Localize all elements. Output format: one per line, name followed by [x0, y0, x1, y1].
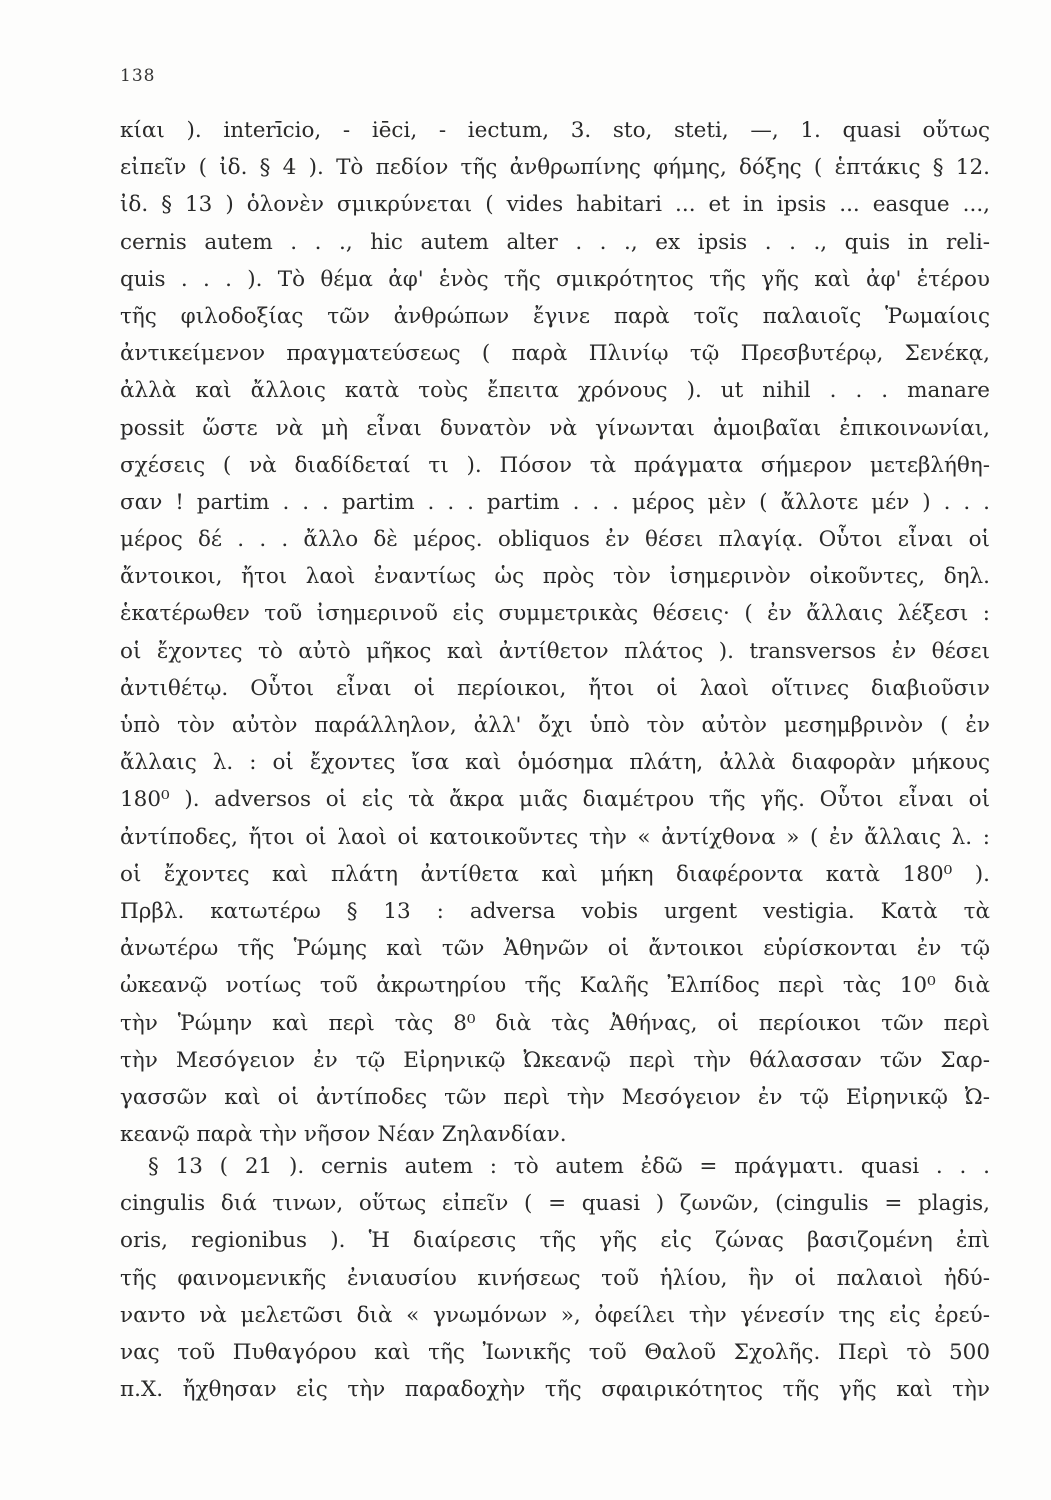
- text-line: oris, regionibus ). Ἡ διαίρεσις τῆς γῆς εἰς ζώνας βασιζομένη ἐπὶ: [120, 1228, 990, 1254]
- text-line: σχέσεις ( νὰ διαδίδεταί τι ). Πόσον τὰ πράγματα σήμερον μετεβλήθη-: [120, 452, 990, 478]
- text-line: νας τοῦ Πυθαγόρου καὶ τῆς Ἰωνικῆς τοῦ Θαλοῦ Σχολῆς. Περὶ τὸ 500: [120, 1339, 990, 1365]
- text-line: ἰδ. § 13 ) ὁλονὲν σμικρύνεται ( vides habitari ... et in ipsis ... easque ...,: [120, 192, 990, 218]
- text-line: π.Χ. ἤχθησαν εἰς τὴν παραδοχὴν τῆς σφαιρικότητος τῆς γῆς καὶ τὴν: [120, 1377, 990, 1403]
- text-line: ἄλλαις λ. : οἱ ἔχοντες ἴσα καὶ ὁμόσημα πλάτη, ἀλλὰ διαφορὰν μήκους: [120, 750, 990, 776]
- text-line: κεανῷ παρὰ τὴν νῆσον Νέαν Ζηλανδίαν.: [120, 1122, 567, 1148]
- text-line: possit ὥστε νὰ μὴ εἶναι δυνατὸν νὰ γίνωνται ἀμοιβαῖαι ἐπικοινωνίαι,: [120, 415, 990, 441]
- text-line: οἱ ἔχοντες καὶ πλάτη ἀντίθετα καὶ μήκη διαφέροντα κατὰ 180⁰ ).: [120, 861, 990, 887]
- text-line: κίαι ). interīcio, - iēci, - iectum, 3. sto, steti, —, 1. quasi οὕτως: [120, 118, 990, 143]
- text-line: ἀντίποδες, ἤτοι οἱ λαοὶ οἱ κατοικοῦντες τὴν « ἀντίχθονα » ( ἐν ἄλλαις λ. :: [120, 824, 990, 850]
- text-line: μέρος δέ . . . ἄλλο δὲ μέρος. obliquos ἐν θέσει πλαγίᾳ. Οὗτοι εἶναι οἱ: [120, 527, 990, 553]
- commentary-paragraph: [120, 112, 990, 1153]
- text-line: ἑκατέρωθεν τοῦ ἰσημερινοῦ εἰς συμμετρικὰς θέσεις· ( ἐν ἄλλαις λέξεσι :: [120, 601, 990, 627]
- text-line: ὑπὸ τὸν αὐτὸν παράλληλον, ἀλλ' ὄχι ὑπὸ τὸν αὐτὸν μεσημβρινὸν ( ἐν: [120, 713, 990, 738]
- text-line: γασσῶν καὶ οἱ ἀντίποδες τῶν περὶ τὴν Μεσόγειον ἐν τῷ Εἰρηνικῷ Ὠ-: [120, 1084, 990, 1110]
- text-line: ἀλλὰ καὶ ἄλλοις κατὰ τοὺς ἔπειτα χρόνους ). ut nihil . . . manare: [120, 378, 990, 404]
- text-line: τῆς φαινομενικῆς ἐνιαυσίου κινήσεως τοῦ ἡλίου, ἣν οἱ παλαιοὶ ἠδύ-: [120, 1265, 990, 1291]
- text-line: 180⁰ ). adversos οἱ εἰς τὰ ἄκρα μιᾶς διαμέτρου τῆς γῆς. Οὗτοι εἶναι οἱ: [120, 787, 990, 813]
- text-line: εἰπεῖν ( ἰδ. § 4 ). Τὸ πεδίον τῆς ἀνθρωπίνης φήμης, δόξης ( ἑπτάκις § 12.: [120, 155, 990, 181]
- text-line: ναντο νὰ μελετῶσι διὰ « γνωμόνων », ὀφείλει τὴν γένεσίν της εἰς ἐρεύ-: [120, 1302, 990, 1328]
- text-line: ὠκεανῷ νοτίως τοῦ ἀκρωτηρίου τῆς Καλῆς Ἐλπίδος περὶ τὰς 10⁰ διὰ: [120, 973, 990, 999]
- commentary-paragraph: [120, 1148, 990, 1408]
- text-line: οἱ ἔχοντες τὸ αὐτὸ μῆκος καὶ ἀντίθετον πλάτος ). transversos ἐν θέσει: [120, 638, 990, 664]
- text-line: ἄντοικοι, ἤτοι λαοὶ ἐναντίως ὡς πρὸς τὸν ἰσημερινὸν οἰκοῦντες, δηλ.: [120, 564, 990, 590]
- text-line: ἀνωτέρω τῆς Ῥώμης καὶ τῶν Ἀθηνῶν οἱ ἄντοικοι εὑρίσκονται ἐν τῷ: [120, 936, 990, 962]
- text-line: τὴν Μεσόγειον ἐν τῷ Εἰρηνικῷ Ὠκεανῷ περὶ τὴν θάλασσαν τῶν Σαρ-: [120, 1047, 990, 1073]
- text-line: τὴν Ῥώμην καὶ περὶ τὰς 8⁰ διὰ τὰς Ἀθήνας, οἱ περίοικοι τῶν περὶ: [120, 1010, 990, 1036]
- text-line: τῆς φιλοδοξίας τῶν ἀνθρώπων ἔγινε παρὰ τοῖς παλαιοῖς Ῥωμαίοις: [120, 303, 990, 329]
- text-line: cingulis διά τινων, οὕτως εἰπεῖν ( = quasi ) ζωνῶν, (cingulis = plagis,: [120, 1191, 990, 1217]
- text-line: ἀντιθέτῳ. Οὗτοι εἶναι οἱ περίοικοι, ἤτοι οἱ λαοὶ οἵτινες διαβιοῦσιν: [120, 675, 990, 701]
- text-line: cernis autem . . ., hic autem alter . . ., ex ipsis . . ., quis in reli-: [120, 229, 990, 255]
- text-line: quis . . . ). Τὸ θέμα ἀφ' ἑνὸς τῆς σμικρότητος τῆς γῆς καὶ ἀφ' ἑτέρου: [120, 266, 990, 292]
- text-line: σαν ! partim . . . partim . . . partim . . . μέρος μὲν ( ἄλλοτε μέν ) . . .: [120, 489, 990, 515]
- text-line: § 13 ( 21 ). cernis autem : τὸ autem ἐδῶ = πράγματι. quasi . . .: [148, 1154, 990, 1179]
- text-line: ἀντικείμενον πραγματεύσεως ( παρὰ Πλινίῳ τῷ Πρεσβυτέρῳ, Σενέκᾳ,: [120, 341, 990, 367]
- text-line: Πρβλ. κατωτέρω § 13 : adversa vobis urgent vestigia. Κατὰ τὰ: [120, 898, 990, 924]
- page-number: 138: [120, 66, 156, 86]
